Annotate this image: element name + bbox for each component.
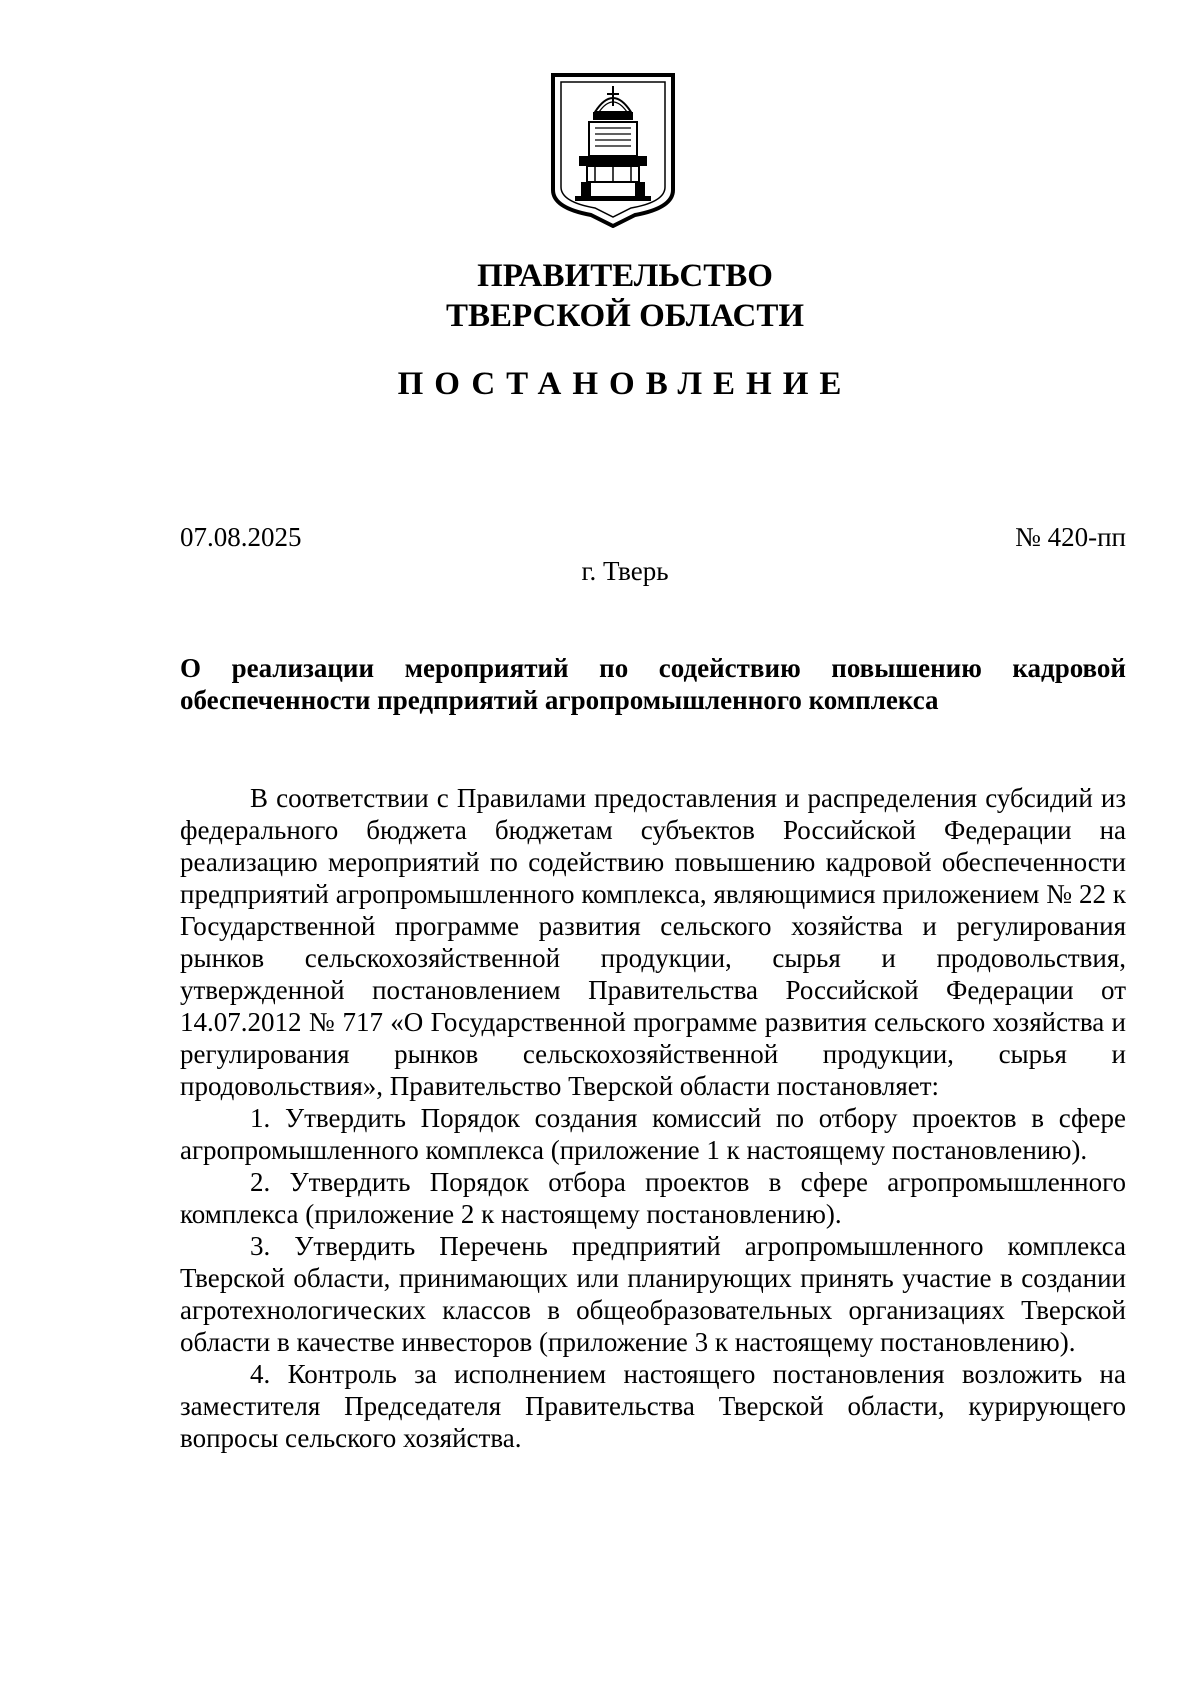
clause-3: 3. Утвердить Перечень предприятий агропромышленного комплекса Тверской области, принимающих или планирующих принять участие в создании агротехнологических классов в общеобразовательных организациях Тверской области в качестве инвесторов (приложение 3 к настоящему постановлению). — [180, 1231, 1126, 1357]
coat-of-arms-emblem — [549, 72, 677, 228]
organization-name-line1: ПРАВИТЕЛЬСТВО — [477, 258, 773, 294]
document-number: № 420-пп — [1015, 522, 1126, 552]
clause-2: 2. Утвердить Порядок отбора проектов в сфере агропромышленного комплекса (приложение 2 к настоящему постановлению). — [180, 1167, 1126, 1229]
preamble-paragraph: В соответствии с Правилами предоставления и распределения субсидий из федерального бюджета бюджетам субъектов Российской Федерации на реализацию мероприятий по содействию повышению кадровой обеспеченности предприятий агропромышленного комплекса, являющимися приложением № 22 к Государственной программе развития сельского хозяйства и регулирования рынков сельскохозяйственной продукции, сырья и продовольствия, утвержденной постановлением Правительства Российской Федерации от 14.07.2012 № 717 «О Государственной программе развития сельского хозяйства и регулирования рынков сельскохозяйственной продукции, сырья и продовольствия», Правительство Тверской области постановляет: — [180, 783, 1126, 1101]
clause-1: 1. Утвердить Порядок создания комиссий по отбору проектов в сфере агропромышленного комплекса (приложение 1 к настоящему постановлению). — [180, 1103, 1126, 1165]
clause-4: 4. Контроль за исполнением настоящего постановления возложить на заместителя Председателя Правительства Тверской области, курирующего вопросы сельского хозяйства. — [180, 1359, 1126, 1453]
document-title: О реализации мероприятий по содействию повышению кадровой обеспеченности предприятий агропромышленного комплекса — [180, 653, 1126, 715]
document-type: ПОСТАНОВЛЕНИЕ — [397, 366, 853, 402]
document-city: г. Тверь — [581, 556, 669, 586]
organization-name — [0, 256, 1200, 336]
document-body — [180, 782, 1126, 1454]
organization-name-line2: ТВЕРСКОЙ ОБЛАСТИ — [445, 298, 805, 334]
document-date: 07.08.2025 — [180, 522, 302, 552]
